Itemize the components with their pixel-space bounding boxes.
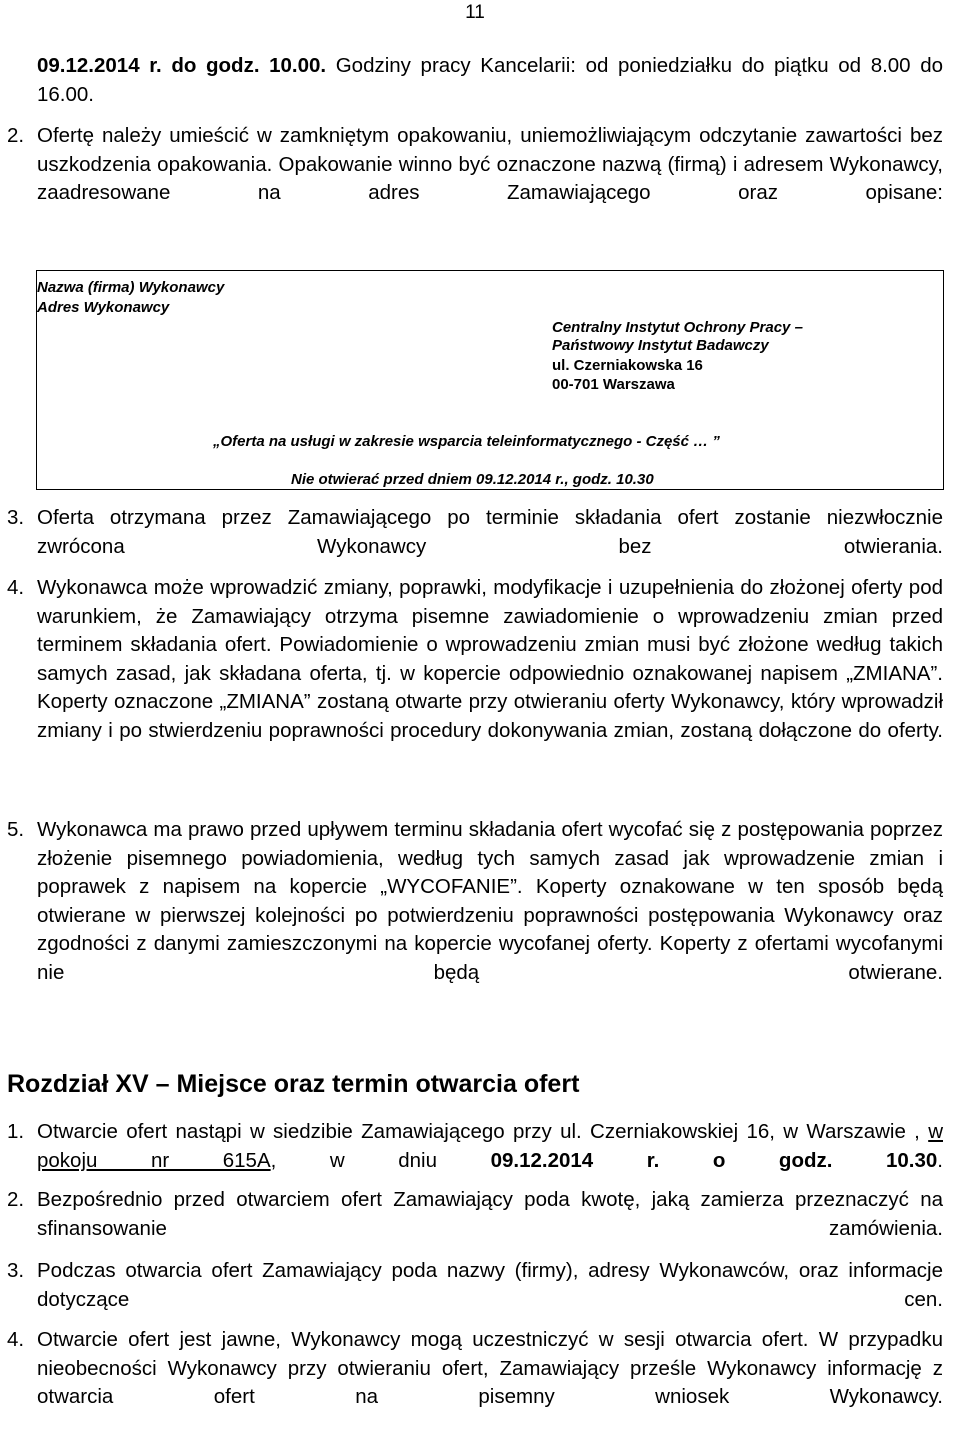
chapter-item-1-mid: , w dniu [270, 1148, 491, 1172]
chapter-item-1-date: 09.12.2014 r. o godz. 10.30 [490, 1148, 938, 1172]
envelope-do-not-open: Nie otwierać przed dniem 09.12.2014 r., godz. 10.30 [291, 471, 654, 488]
envelope-recipient-line-4: 00-701 Warszawa [552, 376, 675, 393]
chapter-item-4-text: Otwarcie ofert jest jawne, Wykonawcy mogą uczestniczyć w sesji otwarcia ofert. W przypadku nieobecności Wykonawcy przy otwieraniu ofert, Zamawiający prześle Wykonawcy informację z otwarcia ofert na pisemny wniosek Wykonawcy. [37, 1328, 943, 1408]
chapter-item-2-number: 2. [7, 1188, 25, 1211]
item-5-number: 5. [7, 818, 25, 841]
item-1-office-hours: Godziny pracy Kancelarii: od poniedziałku do piątku od 8.00 do 16.00. [37, 54, 943, 106]
envelope-recipient-line-2: Państwowy Instytut Badawczy [552, 337, 769, 354]
list-item-4 [7, 574, 943, 774]
chapter-item-4-number: 4. [7, 1328, 25, 1351]
chapter-item-1-end: . [937, 1148, 943, 1172]
item-4-number: 4. [7, 576, 25, 599]
list-item-2 [7, 122, 943, 236]
chapter-list-item-4 [7, 1326, 943, 1440]
item-3-text: Oferta otrzymana przez Zamawiającego po terminie składania ofert zostanie niezwłocznie zwrócona Wykonawcy bez otwierania. [37, 506, 943, 558]
envelope-label-box [36, 270, 944, 490]
item-4-text: Wykonawca może wprowadzić zmiany, poprawki, modyfikacje i uzupełnienia do złożonej oferty pod warunkiem, że Zamawiający otrzyma pisemne zawiadomienie o wprowadzeniu zmian przed terminem składania ofert. Powiadomienie o wprowadzeniu zmian musi być złożone według takich samych zasad, jak składana oferta, tj. w kopercie odpowiednio oznakowanej napisem „ZMIANA”. Koperty oznaczone „ZMIANA” zostaną otwarte przy otwieraniu oferty Wykonawcy, który wprowadził zmiany i po stwierdzeniu poprawności procedury dokonywania zmian, zostaną dołączone do oferty. [37, 576, 943, 742]
item-2-number: 2. [7, 124, 25, 147]
chapter-item-1-room: w pokoju nr 615A [37, 1120, 943, 1172]
envelope-sender-address: Adres Wykonawcy [37, 299, 170, 316]
item-2-text: Ofertę należy umieścić w zamkniętym opakowaniu, uniemożliwiającym odczytanie zawartości bez uszkodzenia opakowania. Opakowanie winno być oznaczone nazwą (firmą) i adresem Wykonawcy, zaadresowane na adres Zamawiającego oraz opisane: [37, 124, 943, 204]
chapter-item-1-number: 1. [7, 1120, 25, 1143]
chapter-heading: Rozdział XV – Miejsce oraz termin otwarcia ofert [7, 1070, 580, 1098]
envelope-recipient-line-3: ul. Czerniakowska 16 [552, 357, 703, 374]
chapter-item-2-text: Bezpośrednio przed otwarciem ofert Zamawiający poda kwotę, jaką zamierza przeznaczyć na sfinansowanie zamówienia. [37, 1188, 943, 1240]
item-1-deadline: 09.12.2014 r. do godz. 10.00. [37, 54, 327, 77]
chapter-item-3-text: Podczas otwarcia ofert Zamawiający poda nazwy (firmy), adresy Wykonawców, oraz informacje dotyczące cen. [37, 1259, 943, 1311]
item-5-text: Wykonawca ma prawo przed upływem terminu składania ofert wycofać się z postępowania poprzez złożenie pisemnego powiadomienia, według tych samych zasad jak wprowadzenie zmian i poprawek z napisem na kopercie „WYCOFANIE”. Koperty oznakowane w ten sposób będą otwierane w pierwszej kolejności po potwierdzeniu poprawności postępowania Wykonawcy oraz zgodności z danymi zamieszczonymi na kopercie wycofanej oferty. Koperty z ofertami wycofanymi nie będą otwierane. [37, 818, 943, 984]
item-3-number: 3. [7, 506, 25, 529]
envelope-sender-name: Nazwa (firma) Wykonawcy [37, 279, 225, 296]
envelope-offer-title: „Oferta na usługi w zakresie wsparcia teleinformatycznego - Część … ” [213, 433, 720, 450]
page-number: 11 [465, 2, 485, 23]
chapter-item-3-number: 3. [7, 1259, 25, 1282]
chapter-item-1-pre: Otwarcie ofert nastąpi w siedzibie Zamawiającego przy ul. Czerniakowskiej 16, w Warszawie , [37, 1120, 929, 1143]
list-item-5 [7, 816, 943, 1016]
envelope-recipient-line-1: Centralny Instytut Ochrony Pracy – [552, 319, 803, 336]
